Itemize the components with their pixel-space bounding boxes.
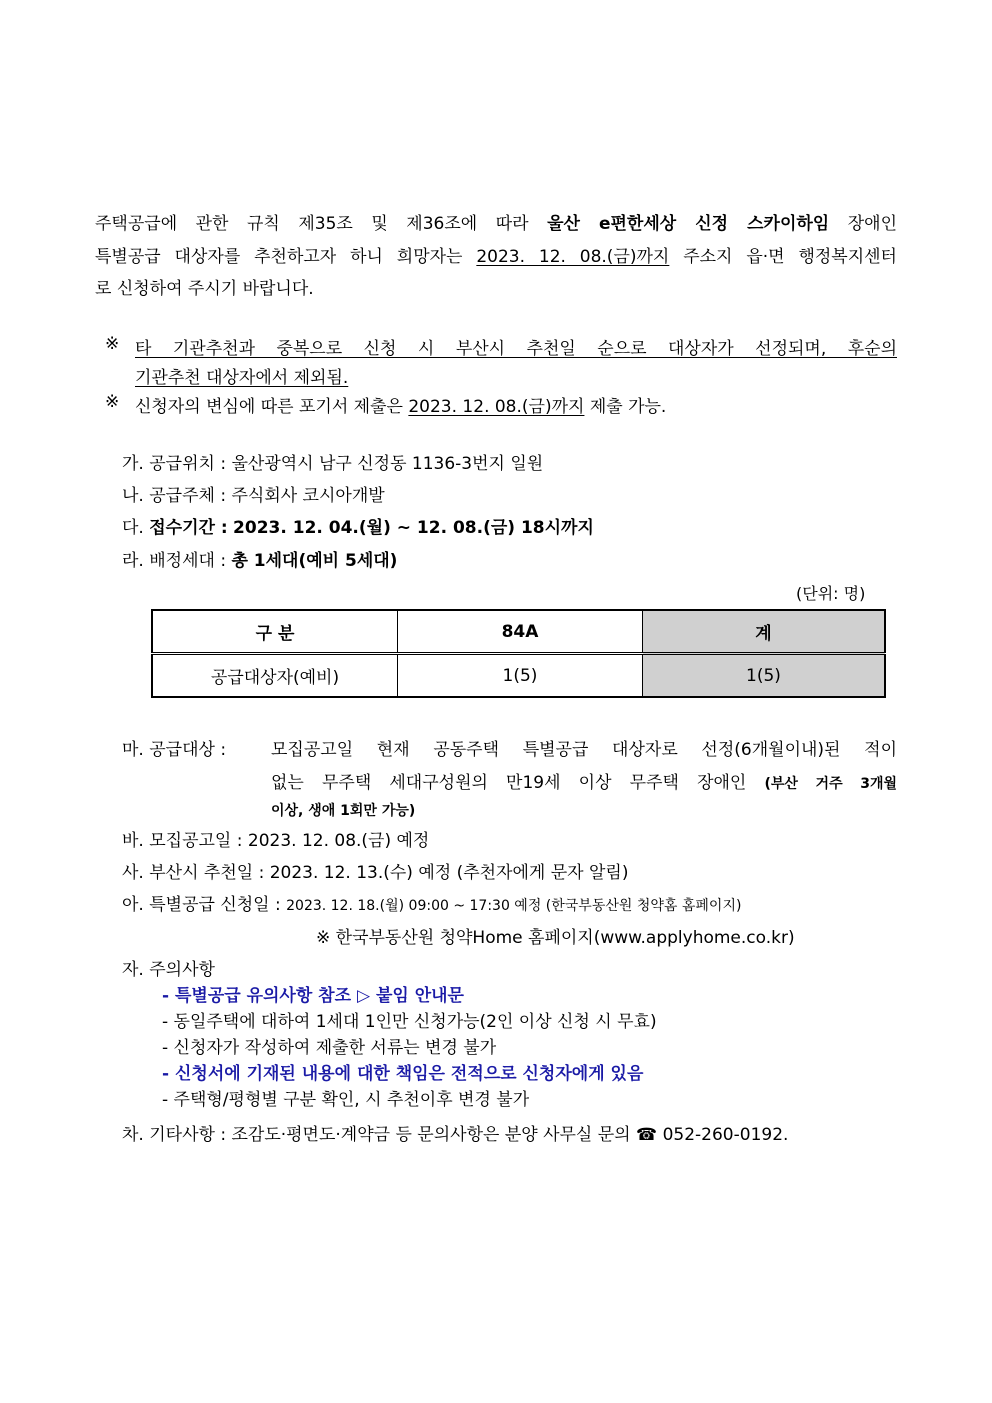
item-ma-label: 마. 공급대상 : (122, 740, 227, 760)
row-total-value: 1(5) (643, 654, 886, 698)
header-total: 계 (643, 610, 886, 654)
supply-table (151, 609, 886, 698)
project-name: 울산 e편한세상 신정 스카이하임 (547, 214, 830, 234)
intro-line-2: 특별공급 대상자를 추천하고자 하니 희망자는 2023. 12. 08.(금)까지 주소지 읍·면 행정복지센터 (95, 247, 897, 267)
item-ma-line-3: 이상, 생애 1회만 가능) (271, 803, 416, 819)
table-row (152, 654, 885, 698)
item-ja: 자. 주의사항 (122, 960, 215, 980)
note-1-line-1: 타 기관추천과 중복으로 신청 시 부산시 추천일 순으로 대상자가 선정되며, 후순의 (135, 339, 897, 359)
item-ma-line-2: 없는 무주택 세대구성원의 만19세 이상 무주택 장애인 (부산 거주 3개월 (271, 773, 897, 793)
caution-2: - 동일주택에 대하여 1세대 1인만 신청가능(2인 이상 신청 시 무효) (162, 1012, 657, 1032)
note-2-mark: ※ (105, 392, 120, 412)
caution-3: - 신청자가 작성하여 제출한 서류는 변경 불가 (162, 1038, 497, 1058)
item-ga: 가. 공급위치 : 울산광역시 남구 신정동 1136-3번지 일원 (122, 454, 544, 474)
item-a: 아. 특별공급 신청일 : 2023. 12. 18.(월) 09:00 ~ 17:30 예정 (한국부동산원 청약홈 홈페이지) (122, 895, 742, 915)
unit-note: (단위: 명) (796, 584, 866, 603)
row-84a-value: 1(5) (398, 654, 643, 698)
item-ma-line-1: 모집공고일 현재 공동주택 특별공급 대상자로 선정(6개월이내)된 적이 (271, 740, 897, 760)
note-1-mark: ※ (105, 334, 120, 354)
note-2: 신청자의 변심에 따른 포기서 제출은 2023. 12. 08.(금)까지 제출 가능. (135, 397, 667, 417)
item-ra: 라. 배정세대 : 총 1세대(예비 5세대) (122, 551, 398, 571)
header-division: 구 분 (152, 610, 398, 654)
item-sa: 사. 부산시 추천일 : 2023. 12. 13.(수) 예정 (추천자에게 문자 알림) (122, 863, 629, 883)
intro-line-3: 로 신청하여 주시기 바랍니다. (95, 279, 314, 299)
caution-4: - 신청서에 기재된 내용에 대한 책임은 전적으로 신청자에게 있음 (162, 1064, 644, 1084)
caution-1: - 특별공급 유의사항 참조 ▷ 붙임 안내문 (162, 986, 464, 1006)
table-header-row (152, 610, 885, 654)
item-a-note: ※ 한국부동산원 청약Home 홈페이지(www.applyhome.co.kr) (316, 928, 795, 948)
header-84a: 84A (398, 610, 643, 654)
item-cha: 차. 기타사항 : 조감도·평면도·계약금 등 문의사항은 분양 사무실 문의 ☎ 052-260-0192. (122, 1125, 789, 1145)
item-na: 나. 공급주체 : 주식회사 코시아개발 (122, 486, 385, 506)
phone-icon: ☎ (636, 1125, 658, 1145)
item-da: 다. 접수기간 : 2023. 12. 04.(월) ~ 12. 08.(금) 18시까지 (122, 518, 594, 538)
phone-number: 052-260-0192. (662, 1125, 789, 1145)
row-label: 공급대상자(예비) (152, 654, 398, 698)
intro-line-1: 주택공급에 관한 규칙 제35조 및 제36조에 따라 울산 e편한세상 신정 스카이하임 장애인 (95, 214, 898, 234)
item-ba: 바. 모집공고일 : 2023. 12. 08.(금) 예정 (122, 831, 430, 851)
deadline-date: 2023. 12. 08.(금)까지 (476, 247, 670, 267)
caution-5: - 주택형/평형별 구분 확인, 시 추천이후 변경 불가 (162, 1090, 530, 1110)
note-1-line-2: 기관추천 대상자에서 제외됨. (135, 368, 349, 388)
